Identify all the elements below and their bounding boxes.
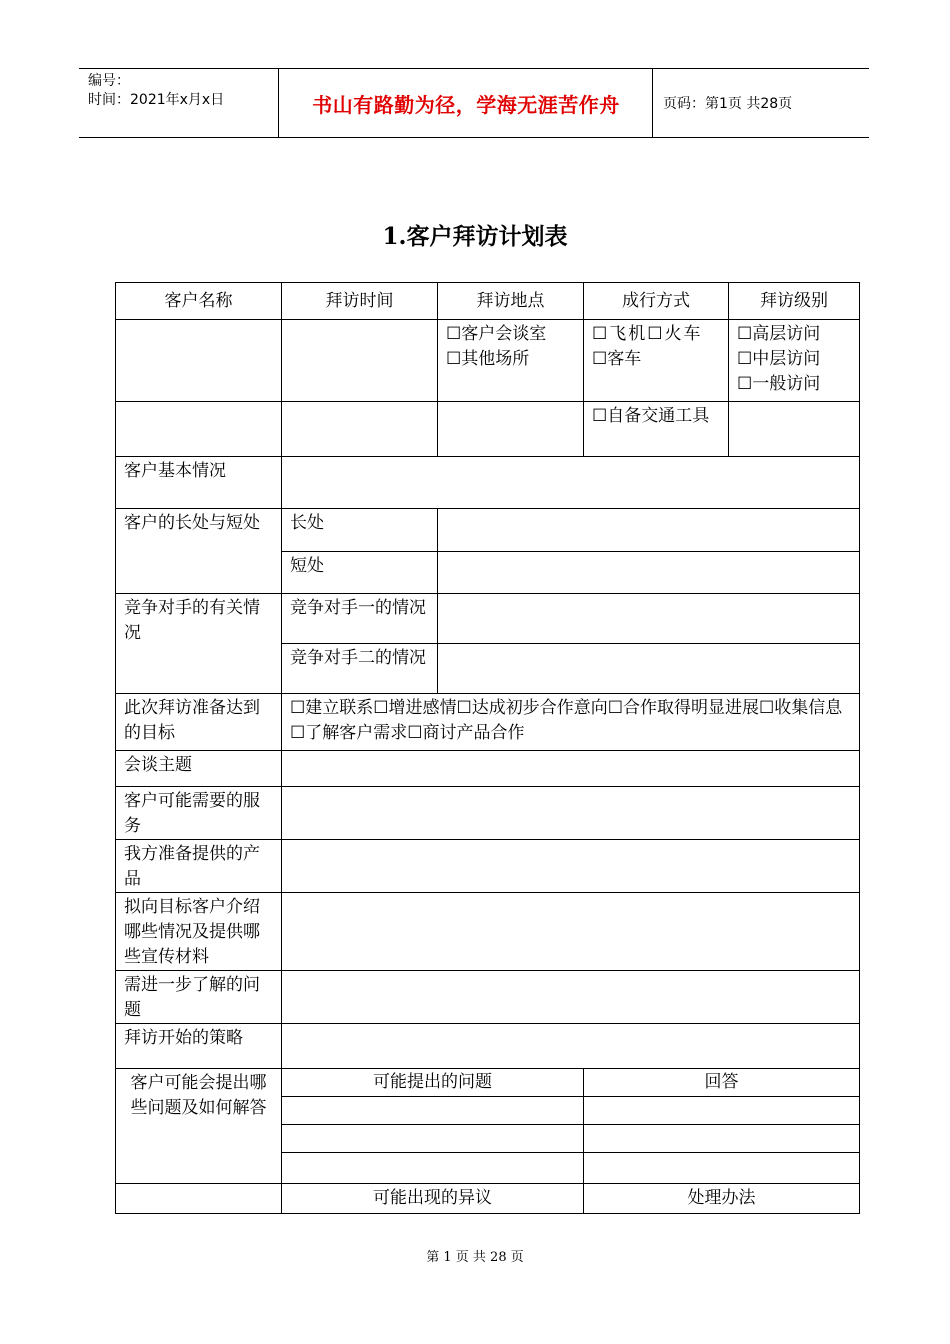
empty-cell[interactable]	[116, 1184, 282, 1214]
table-row	[116, 594, 860, 644]
intro-field[interactable]	[282, 893, 860, 971]
customer-name-cell[interactable]	[116, 320, 282, 402]
header-travel-mode: 成行方式	[584, 283, 729, 320]
table-row	[116, 1024, 860, 1069]
question-header: 可能提出的问题	[282, 1069, 584, 1097]
level-option-general[interactable]: ☐一般访问	[737, 374, 821, 394]
answer-field[interactable]	[584, 1097, 860, 1125]
table-row	[116, 787, 860, 840]
page-footer: 第 1 页 共 28 页	[426, 1250, 524, 1265]
header-meta	[79, 69, 279, 137]
question-field[interactable]	[282, 1125, 584, 1153]
table-row	[116, 509, 860, 552]
competitor-one-label: 竞争对手一的情况	[282, 594, 438, 644]
goal-options[interactable]: ☐建立联系☐增进感情☐达成初步合作意向☐合作取得明显进展☐收集信息☐了解客户需求☐商讨产品合作	[282, 694, 860, 751]
location-option-other[interactable]: ☐其他场所	[446, 349, 530, 369]
visit-time-cell[interactable]	[282, 320, 438, 402]
travel-option-plane-train[interactable]: ☐飞机☐火车	[592, 324, 703, 344]
number-label: 编号：	[88, 73, 130, 89]
weakness-field[interactable]	[438, 552, 860, 594]
answer-field[interactable]	[584, 1153, 860, 1184]
empty-cell[interactable]	[282, 402, 438, 457]
product-field[interactable]	[282, 840, 860, 893]
visit-plan-table	[115, 282, 860, 1214]
strategy-label: 拜访开始的策略	[116, 1024, 282, 1069]
issues-label: 需进一步了解的问题	[116, 971, 282, 1024]
service-label: 客户可能需要的服务	[116, 787, 282, 840]
answer-field[interactable]	[584, 1125, 860, 1153]
location-option-meeting-room[interactable]: ☐客户会谈室	[446, 324, 547, 344]
empty-cell[interactable]	[438, 402, 584, 457]
table-row	[116, 1184, 860, 1214]
weakness-label: 短处	[282, 552, 438, 594]
header-motto: 书山有路勤为径，学海无涯苦作舟	[280, 69, 653, 137]
travel-option-bus[interactable]: ☐客车	[592, 349, 642, 369]
table-row	[116, 402, 860, 457]
goal-label: 此次拜访准备达到的目标	[116, 694, 282, 751]
handling-header: 处理办法	[584, 1184, 860, 1214]
competitor-two-label: 竞争对手二的情况	[282, 644, 438, 694]
strategy-field[interactable]	[282, 1024, 860, 1069]
strengths-label: 客户的长处与短处	[116, 509, 282, 594]
competitor-two-field[interactable]	[438, 644, 860, 694]
objection-header: 可能出现的异议	[282, 1184, 584, 1214]
strength-label: 长处	[282, 509, 438, 552]
question-field[interactable]	[282, 1097, 584, 1125]
table-row	[116, 893, 860, 971]
basic-info-label: 客户基本情况	[116, 457, 282, 509]
competitor-one-field[interactable]	[438, 594, 860, 644]
competitor-label: 竞争对手的有关情况	[116, 594, 282, 694]
time-label: 时间：2021年x月x日	[88, 92, 225, 108]
table-row	[116, 971, 860, 1024]
intro-label: 拟向目标客户介绍哪些情况及提供哪些宣传材料	[116, 893, 282, 971]
page-header	[79, 68, 869, 138]
table-row	[116, 751, 860, 787]
page-title: 1.客户拜访计划表	[382, 223, 568, 250]
travel-option-own-vehicle[interactable]: ☐自备交通工具	[584, 402, 729, 457]
basic-info-field[interactable]	[282, 457, 860, 509]
topic-label: 会谈主题	[116, 751, 282, 787]
level-option-middle[interactable]: ☐中层访问	[737, 349, 821, 369]
qa-label: 客户可能会提出哪些问题及如何解答	[116, 1069, 282, 1184]
header-visit-time: 拜访时间	[282, 283, 438, 320]
header-page-info: 页码：第1页 共28页	[663, 96, 793, 112]
level-option-high[interactable]: ☐高层访问	[737, 324, 821, 344]
issues-field[interactable]	[282, 971, 860, 1024]
table-row	[116, 694, 860, 751]
strength-field[interactable]	[438, 509, 860, 552]
product-label: 我方准备提供的产品	[116, 840, 282, 893]
service-field[interactable]	[282, 787, 860, 840]
table-row	[116, 320, 860, 402]
level-options	[729, 320, 860, 402]
empty-cell[interactable]	[729, 402, 860, 457]
table-row	[116, 457, 860, 509]
location-options	[438, 320, 584, 402]
header-visit-location: 拜访地点	[438, 283, 584, 320]
header-customer-name: 客户名称	[116, 283, 282, 320]
table-row	[116, 1069, 860, 1097]
travel-options	[584, 320, 729, 402]
table-row	[116, 840, 860, 893]
table-header-row	[116, 283, 860, 320]
question-field[interactable]	[282, 1153, 584, 1184]
header-visit-level: 拜访级别	[729, 283, 860, 320]
answer-header: 回答	[584, 1069, 860, 1097]
topic-field[interactable]	[282, 751, 860, 787]
empty-cell[interactable]	[116, 402, 282, 457]
